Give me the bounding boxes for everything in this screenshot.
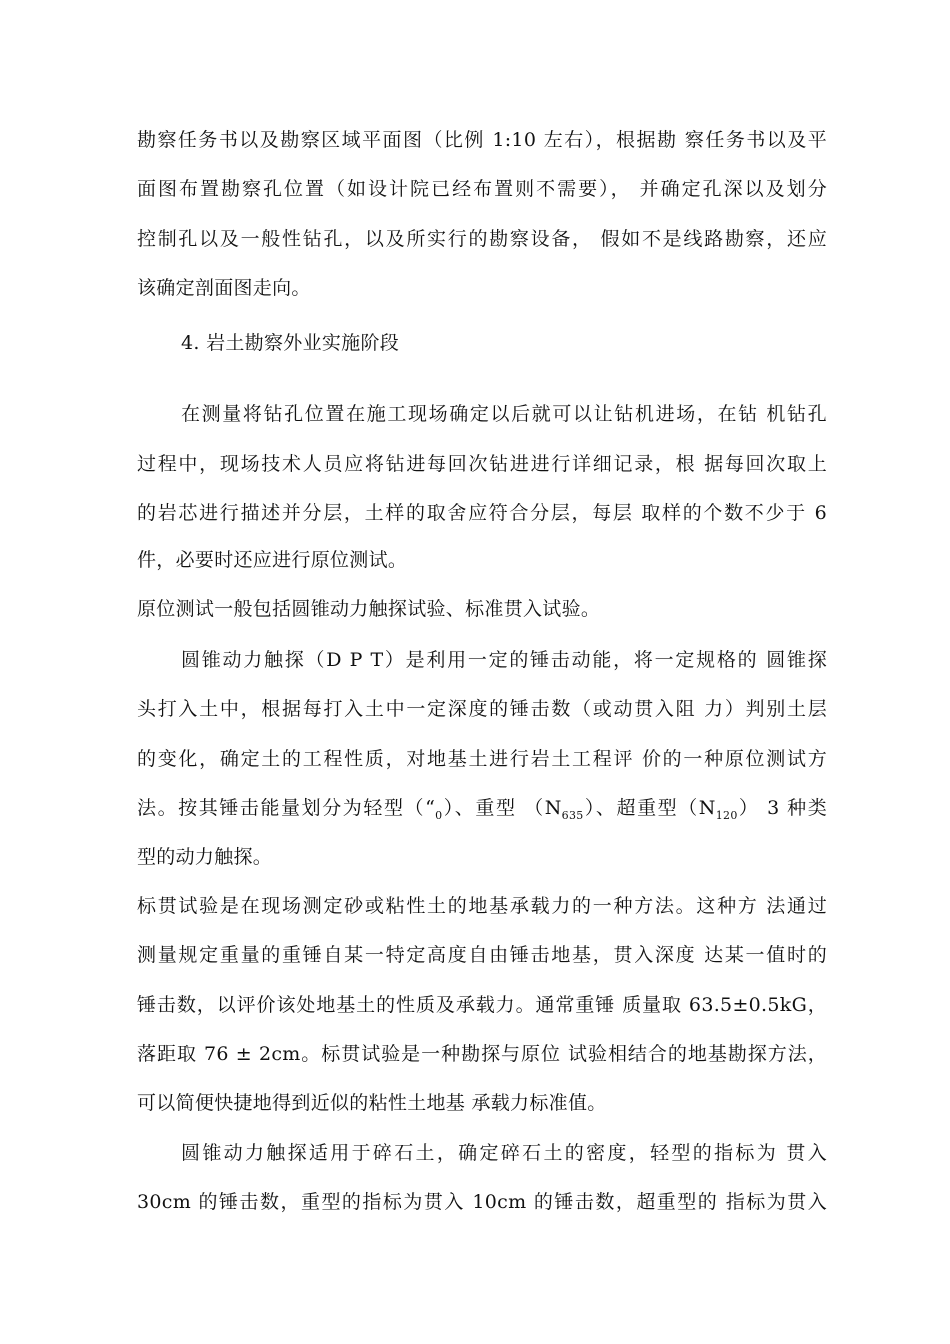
paragraph-5-line-4: 落距取 76 ± 2cm。标贯试验是一种勘探与原位 试验相结合的地基勘探方法， xyxy=(137,1043,827,1065)
paragraph-4-line-1: 圆锥动力触探（D P T）是利用一定的锤击动能，将一定规格的 圆锥探 xyxy=(181,649,827,671)
p4l4-text-c: ）、超重型（N xyxy=(583,797,716,819)
paragraph-4-line-2: 头打入土中，根据每打入土中一定深度的锤击数（或动贯入阻 力）判别土层 xyxy=(137,698,827,720)
paragraph-1-line-3: 控制孔以及一般性钻孔，以及所实行的勘察设备， 假如不是线路勘察，还应 xyxy=(137,228,827,250)
p4l4-text-d: ） 3 种类 xyxy=(737,797,828,819)
subscript-635: 635 xyxy=(561,808,584,822)
section-heading: 4. 岩土勘察外业实施阶段 xyxy=(181,332,400,354)
paragraph-1-line-1: 勘察任务书以及勘察区域平面图（比例 1:10 左右），根据勘 察任务书以及平 xyxy=(137,129,827,151)
paragraph-5-line-3: 锤击数，以评价该处地基土的性质及承载力。通常重锤 质量取 63.5±0.5kG， xyxy=(137,994,827,1016)
subscript-120: 120 xyxy=(715,808,738,822)
paragraph-2-line-3: 的岩芯进行描述并分层，土样的取舍应符合分层，每层 取样的个数不少于 6 xyxy=(137,502,827,524)
paragraph-1-line-4: 该确定剖面图走向。 xyxy=(137,277,311,299)
subscript-0: 0 xyxy=(435,808,443,822)
paragraph-1-line-2: 面图布置勘察孔位置（如设计院已经布置则不需要）， 并确定孔深以及划分 xyxy=(137,178,827,200)
paragraph-2-line-2: 过程中，现场技术人员应将钻进每回次钻进进行详细记录，根 据每回次取上 xyxy=(137,453,827,475)
p4l4-text-b: ）、重型 （N xyxy=(442,797,562,819)
paragraph-4-line-4 xyxy=(137,795,827,821)
paragraph-5-line-1: 标贯试验是在现场测定砂或粘性土的地基承载力的一种方法。这种方 法通过 xyxy=(137,895,827,917)
paragraph-4-line-5: 型的动力触探。 xyxy=(137,846,273,868)
paragraph-6-line-1: 圆锥动力触探适用于碎石土，确定碎石土的密度，轻型的指标为 贯入 xyxy=(181,1142,827,1164)
paragraph-2-line-1: 在测量将钻孔位置在施工现场确定以后就可以让钻机进场，在钻 机钻孔 xyxy=(181,403,827,425)
paragraph-4-line-3: 的变化，确定土的工程性质，对地基土进行岩土工程评 价的一种原位测试方 xyxy=(137,748,827,770)
paragraph-2-line-4: 件，必要时还应进行原位测试。 xyxy=(137,549,408,571)
paragraph-6-line-2: 30cm 的锤击数，重型的指标为贯入 10cm 的锤击数，超重型的 指标为贯入 xyxy=(137,1191,827,1213)
paragraph-3: 原位测试一般包括圆锥动力触探试验、标准贯入试验。 xyxy=(137,598,601,620)
p4l4-text-a: 法。按其锤击能量划分为轻型（“ xyxy=(137,797,436,819)
paragraph-5-line-5: 可以简便快捷地得到近似的粘性土地基 承载力标准值。 xyxy=(137,1092,607,1114)
paragraph-5-line-2: 测量规定重量的重锤自某一特定高度自由锤击地基，贯入深度 达某一值时的 xyxy=(137,944,827,966)
